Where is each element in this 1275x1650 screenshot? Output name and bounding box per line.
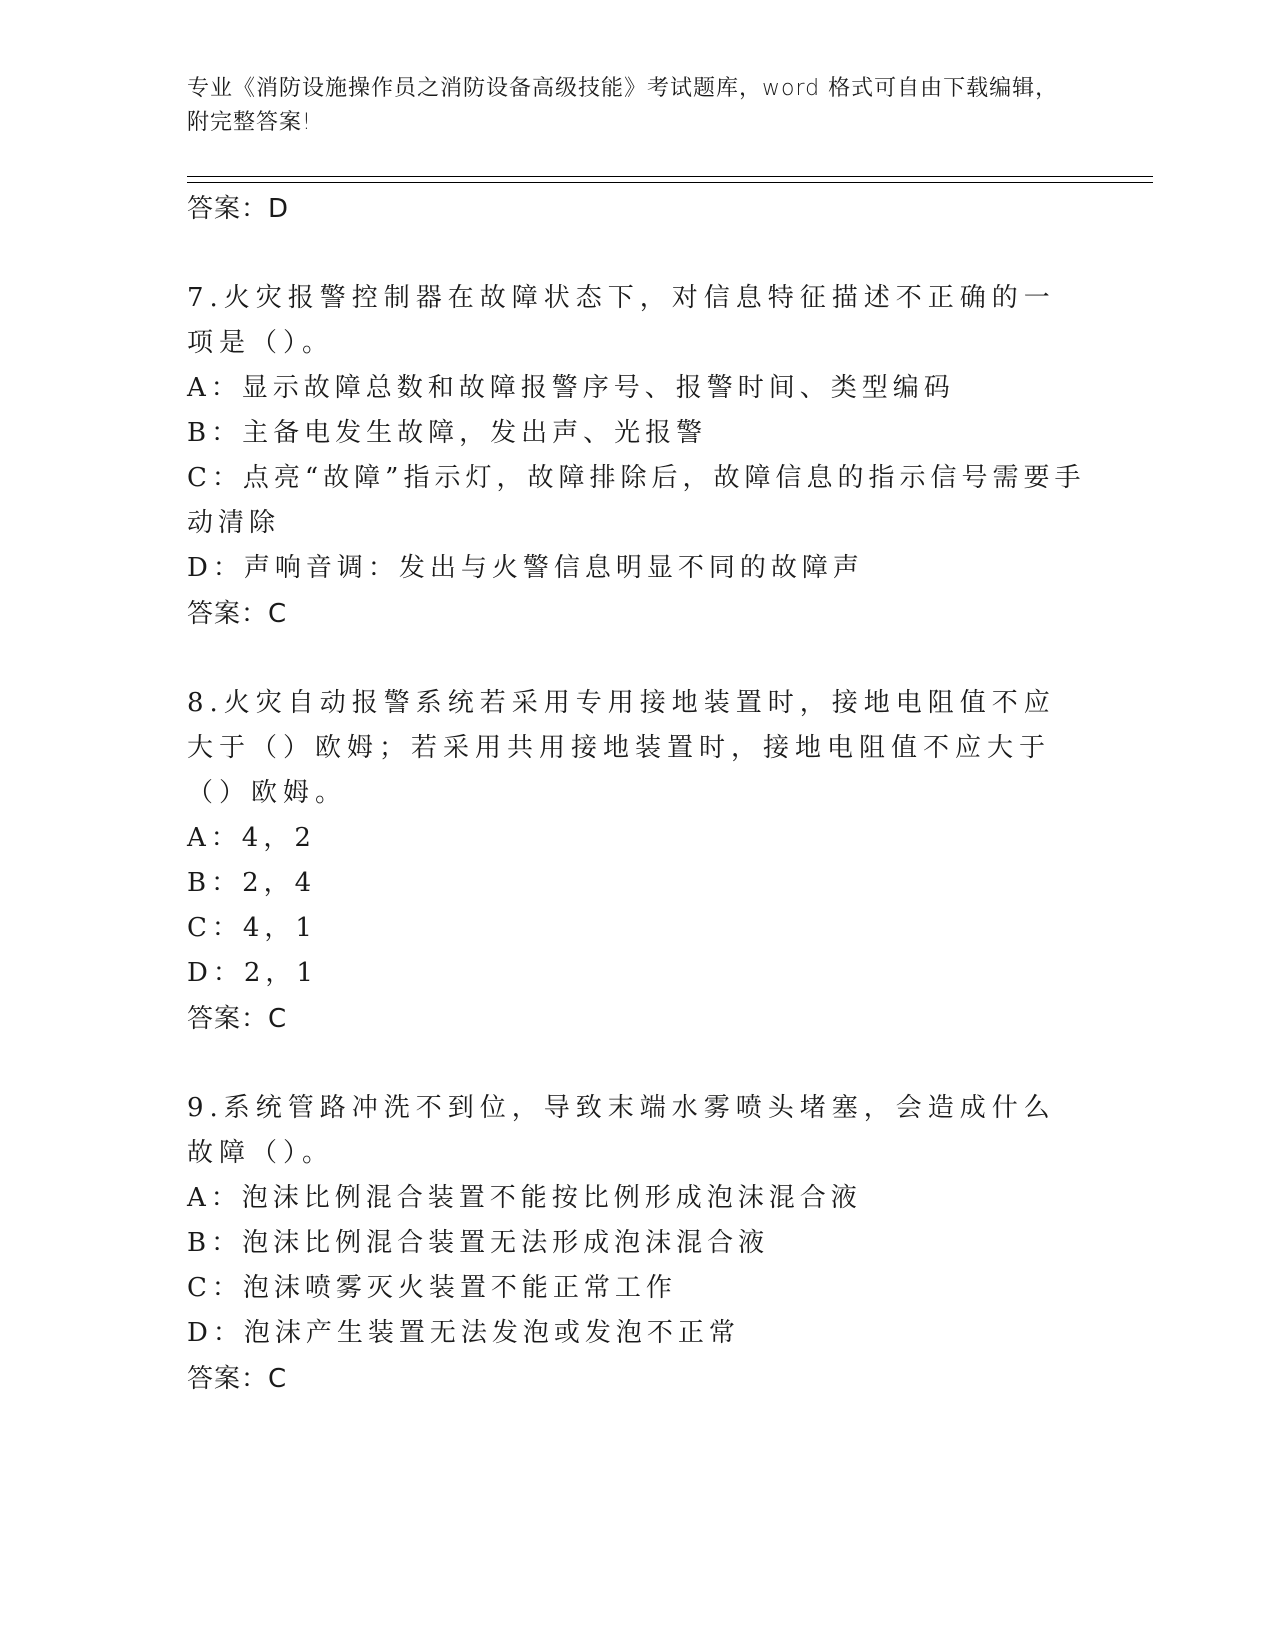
option-a: A：泡沫比例混合装置不能按比例形成泡沫混合液 bbox=[187, 1183, 862, 1213]
header-rule-top bbox=[187, 176, 1153, 177]
question-block bbox=[187, 1086, 1087, 1402]
option-b: B：2，4 bbox=[187, 868, 317, 898]
option-b: B：泡沫比例混合装置无法形成泡沫混合液 bbox=[187, 1228, 770, 1258]
option-c: C：4，1 bbox=[187, 913, 317, 943]
option-a: A：4，2 bbox=[187, 823, 316, 853]
option-d: D：声响音调：发出与火警信息明显不同的故障声 bbox=[187, 553, 864, 583]
option-a: A：显示故障总数和故障报警序号、报警时间、类型编码 bbox=[187, 373, 955, 403]
previous-answer: 答案：D bbox=[187, 194, 290, 224]
question-answer: 答案：C bbox=[187, 1004, 288, 1034]
option-c: C：点亮“故障”指示灯，故障排除后，故障信息的指示信号需要手动清除 bbox=[187, 463, 1086, 538]
question-stem: 7.火灾报警控制器在故障状态下，对信息特征描述不正确的一项是（）。 bbox=[187, 283, 1056, 358]
question-answer: 答案：C bbox=[187, 1364, 288, 1394]
question-stem: 8.火灾自动报警系统若采用专用接地装置时，接地电阻值不应大于（）欧姆；若采用共用接地装置时，接地电阻值不应大于（）欧姆。 bbox=[187, 688, 1056, 808]
question-stem: 9.系统管路冲洗不到位，导致末端水雾喷头堵塞，会造成什么故障（）。 bbox=[187, 1093, 1056, 1168]
question-block bbox=[187, 681, 1087, 1042]
question-answer: 答案：C bbox=[187, 599, 288, 629]
option-b: B：主备电发生故障，发出声、光报警 bbox=[187, 418, 708, 448]
header-rule-bottom bbox=[187, 182, 1153, 183]
question-list bbox=[187, 186, 1087, 1402]
document-header: 专业《消防设施操作员之消防设备高级技能》考试题库，word 格式可自由下载编辑，附完整答案! bbox=[187, 76, 1059, 135]
option-c: C：泡沫喷雾灭火装置不能正常工作 bbox=[187, 1273, 677, 1303]
option-d: D：2，1 bbox=[187, 958, 318, 988]
option-d: D：泡沫产生装置无法发泡或发泡不正常 bbox=[187, 1318, 740, 1348]
question-block bbox=[187, 276, 1087, 637]
